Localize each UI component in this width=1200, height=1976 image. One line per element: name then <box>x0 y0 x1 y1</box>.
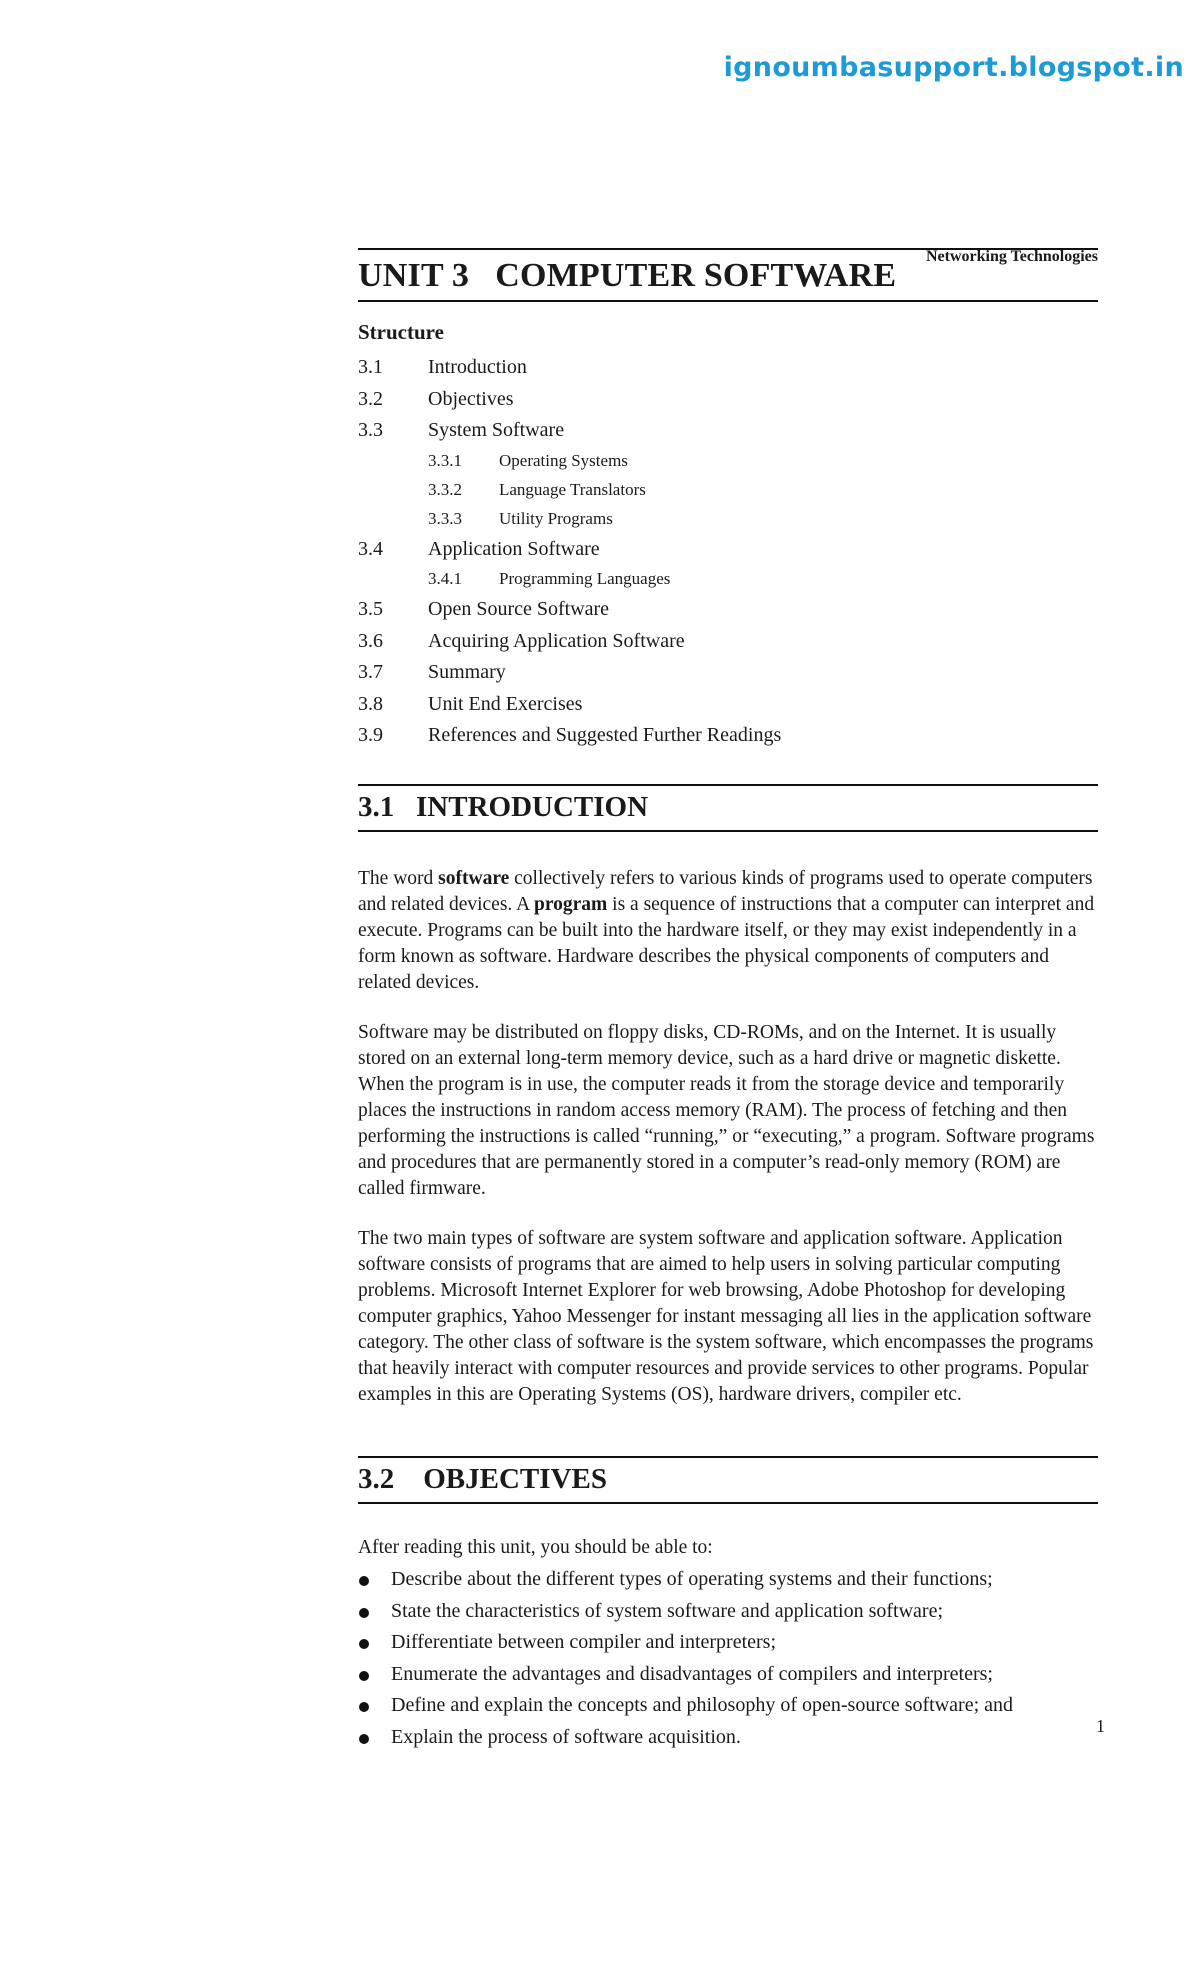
list-item <box>358 1600 1098 1632</box>
list-item <box>358 1568 1098 1600</box>
toc-entry <box>358 356 1098 388</box>
list-item <box>358 1631 1098 1663</box>
bullet-icon <box>359 1608 369 1618</box>
unit-header <box>358 248 1098 302</box>
toc-number: 3.7 <box>358 661 383 683</box>
bullet-icon <box>359 1734 369 1744</box>
toc-label: References and Suggested Further Readings <box>428 724 782 746</box>
toc-entry <box>358 724 1098 756</box>
toc-entry <box>358 388 1098 420</box>
toc-label: Acquiring Application Software <box>428 629 685 652</box>
toc-number: 3.4.1 <box>428 569 462 588</box>
section-header-objectives <box>358 1456 1098 1504</box>
toc-number: 3.3.3 <box>428 508 462 528</box>
toc-entry <box>358 480 1098 509</box>
text-span: The word <box>358 868 439 889</box>
list-item-text: Describe about the different types of operating systems and their functions; <box>391 1568 993 1590</box>
intro-paragraph-2: Software may be distributed on floppy disks, CD-ROMs, and on the Internet. It is usually stored on an external long-term memory device, such as a hard drive or magnetic diskette. When the program is in use, the computer reads it from the storage device and temporarily places the instructions in random access memory (RAM). The process of fetching and then performing the instructions is called “running,” or “executing,” a program. Software programs and procedures that are permanently stored in a computer’s read-only memory (ROM) are called firmware. <box>358 1022 1095 1199</box>
bullet-icon <box>359 1702 369 1712</box>
toc-number: 3.1 <box>358 356 383 378</box>
toc-entry <box>358 693 1098 725</box>
list-item-text: Define and explain the concepts and philosophy of open-source software; and <box>391 1694 1014 1716</box>
unit-title: UNIT 3 COMPUTER SOFTWARE <box>358 257 897 294</box>
page-number: 1 <box>1096 1716 1105 1736</box>
toc-entry <box>358 569 1098 598</box>
term-software: software <box>438 868 510 889</box>
toc-number: 3.3.2 <box>428 479 462 499</box>
toc-number: 3.2 <box>358 387 383 410</box>
text-span: is a sequence of instructions that a computer can interpret and execute. Programs can be built into the hardware itself, or they may exist independently in a form known as software. Hardware describes the physical components of computers and related devices. <box>358 894 1095 993</box>
section-header-introduction <box>358 784 1098 832</box>
toc-entry <box>358 451 1098 480</box>
toc-label: Programming Languages <box>499 569 671 588</box>
toc-entry <box>358 509 1098 538</box>
structure-label: Structure <box>358 320 444 344</box>
list-item <box>358 1726 1098 1758</box>
toc-number: 3.3 <box>358 419 383 441</box>
bullet-icon <box>359 1671 369 1681</box>
toc-label: Summary <box>428 661 506 683</box>
toc-label: Utility Programs <box>499 508 613 528</box>
toc-label: Operating Systems <box>499 450 628 470</box>
toc-entry <box>358 538 1098 570</box>
toc-label: Language Translators <box>499 479 646 499</box>
list-item-text: Differentiate between compiler and interpreters; <box>391 1631 777 1653</box>
list-item <box>358 1694 1098 1726</box>
section-title: 3.2 OBJECTIVES <box>358 1463 607 1495</box>
intro-paragraph-1 <box>358 866 1098 996</box>
toc-entry <box>358 419 1098 451</box>
site-watermark: ignoumbasupport.blogspot.in <box>723 52 1184 83</box>
list-item <box>358 1663 1098 1695</box>
toc-entry <box>358 661 1098 693</box>
bullet-icon <box>359 1576 369 1586</box>
toc-label: Introduction <box>428 356 527 378</box>
toc-entry <box>358 630 1098 662</box>
toc-label: Unit End Exercises <box>428 692 583 715</box>
text-span: collectively refers to various kinds of programs used to operate computers and related devices. A <box>358 868 1093 915</box>
intro-paragraph-3: The two main types of software are system software and application software. Application software consists of programs that are aimed to help users in solving particular computing problems. Microsoft Internet Explorer for web browsing, Adobe Photoshop for developing computer graphics, Yahoo Messenger for instant messaging all lies in the application software category. The other class of software is the system software, which encompasses the programs that heavily interact with computer resources and provide services to other programs. Popular examples in this are Operating Systems (OS), hardware drivers, compiler etc. <box>358 1228 1094 1405</box>
term-program: program <box>533 894 608 915</box>
table-of-contents <box>358 356 1098 756</box>
toc-entry <box>358 598 1098 630</box>
toc-number: 3.5 <box>358 598 383 620</box>
list-item-text: Explain the process of software acquisition. <box>391 1725 741 1748</box>
list-item-text: State the characteristics of system software and application software; <box>391 1599 944 1622</box>
bullet-icon <box>359 1639 369 1649</box>
toc-label: System Software <box>428 419 565 441</box>
objectives-list <box>358 1568 1098 1757</box>
objectives-lead: After reading this unit, you should be able to: <box>358 1537 713 1558</box>
toc-label: Open Source Software <box>428 598 610 620</box>
section-title: 3.1 INTRODUCTION <box>358 791 649 823</box>
toc-number: 3.6 <box>358 629 383 652</box>
toc-label: Objectives <box>428 387 514 410</box>
list-item-text: Enumerate the advantages and disadvantages of compilers and interpreters; <box>391 1662 993 1685</box>
running-head: Networking Technologies <box>925 248 1098 265</box>
toc-number: 3.8 <box>358 692 383 715</box>
toc-number: 3.3.1 <box>428 450 462 470</box>
toc-number: 3.9 <box>358 724 383 746</box>
toc-label: Application Software <box>428 537 600 560</box>
toc-number: 3.4 <box>358 537 383 560</box>
